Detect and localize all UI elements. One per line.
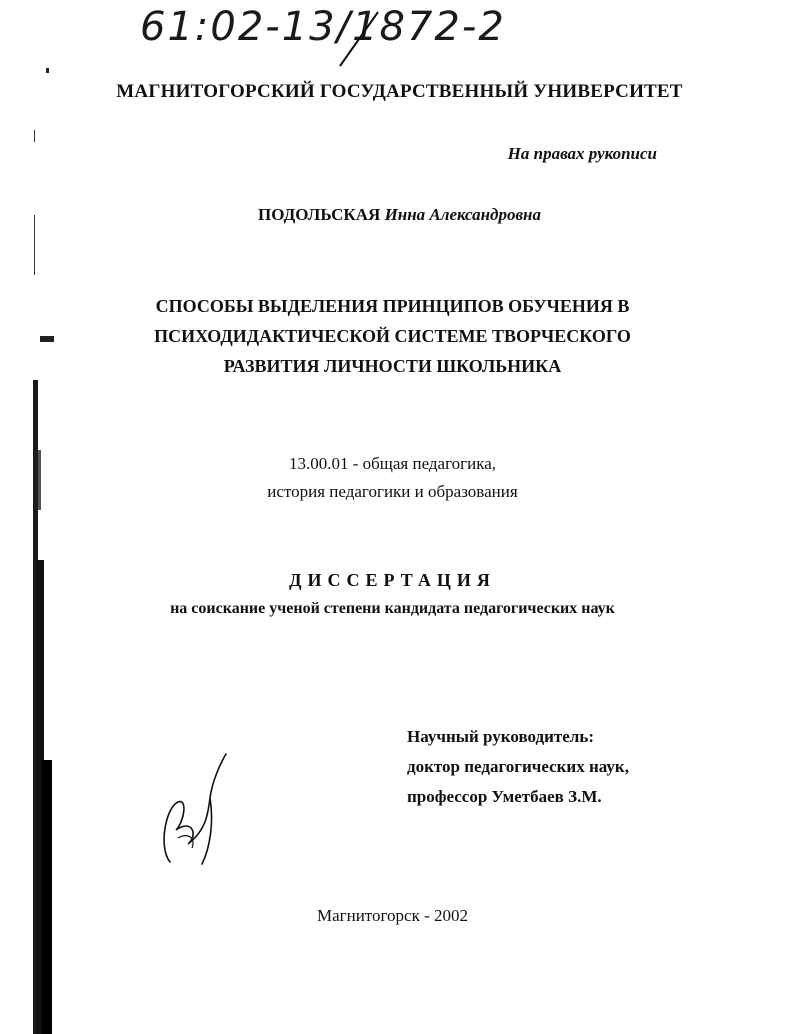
title-line: СПОСОБЫ ВЫДЕЛЕНИЯ ПРИНЦИПОВ ОБУЧЕНИЯ В <box>155 296 630 316</box>
advisor-line: профессор Уметбаев З.М. <box>407 787 602 806</box>
author-name: Инна Александровна <box>384 205 541 224</box>
title-line: РАЗВИТИЯ ЛИЧНОСТИ ШКОЛЬНИКА <box>223 356 562 376</box>
title-line: ПСИХОДИДАКТИЧЕСКОЙ СИСТЕМЕ ТВОРЧЕСКОГО <box>154 326 631 346</box>
signature <box>148 752 238 872</box>
advisor-block <box>407 722 629 812</box>
scan-edge-artifact <box>0 0 60 1034</box>
specialty-line: история педагогики и образования <box>267 482 518 501</box>
author-surname: ПОДОЛЬСКАЯ <box>258 205 381 224</box>
specialty-line: 13.00.01 - общая педагогика, <box>288 454 497 473</box>
archive-slash <box>330 8 390 68</box>
document-type: ДИССЕРТАЦИЯ <box>289 570 496 590</box>
advisor-line: Научный руководитель: <box>407 727 594 746</box>
advisor-line: доктор педагогических наук, <box>407 757 629 776</box>
city-year: Магнитогорск - 2002 <box>316 906 469 925</box>
specialty <box>0 450 785 506</box>
archive-number: 61:02-13/1872-2 <box>140 4 506 50</box>
author <box>0 205 799 225</box>
university-name: МАГНИТОГОРСКИЙ ГОСУДАРСТВЕННЫЙ УНИВЕРСИТЕТ <box>116 81 683 102</box>
dissertation-title <box>0 291 785 381</box>
rights-note: На правах рукописи <box>507 144 657 163</box>
degree-statement: на соискание ученой степени кандидата педагогических наук <box>170 600 615 617</box>
